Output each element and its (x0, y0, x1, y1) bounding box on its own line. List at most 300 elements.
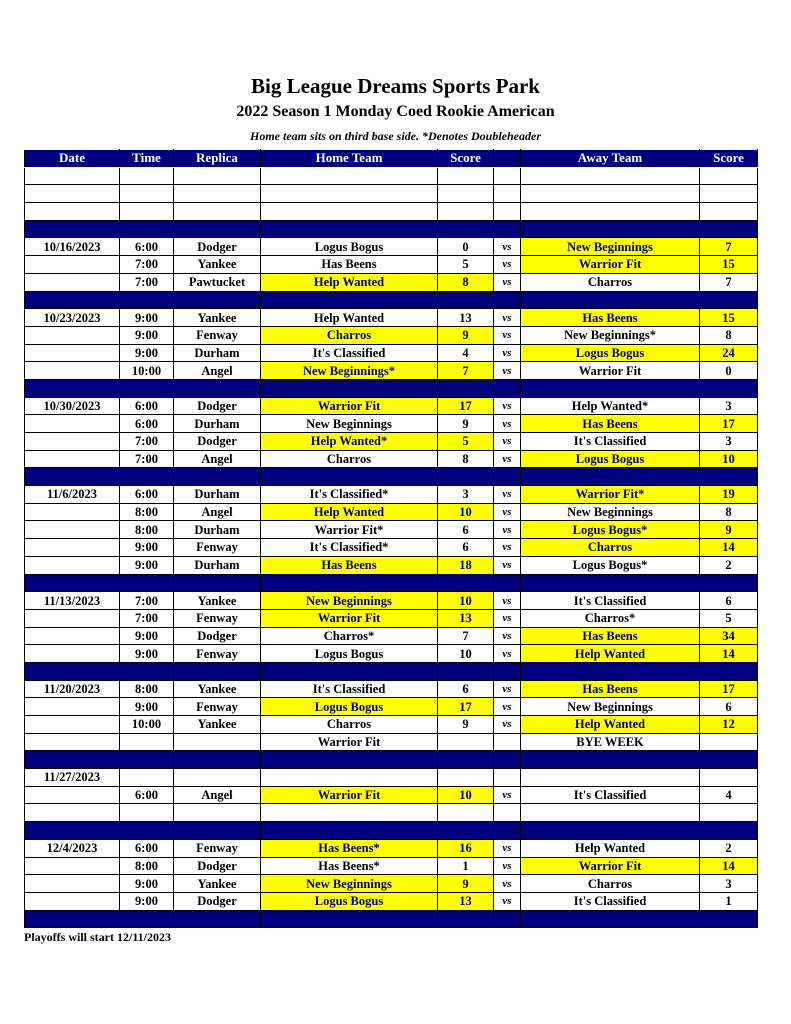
home-team-cell (261, 662, 438, 680)
date-cell (25, 822, 120, 840)
replica-cell: Dodger (174, 433, 261, 451)
header-date: Date (25, 150, 120, 168)
time-cell (120, 804, 174, 822)
home-team-cell: New Beginnings (261, 875, 438, 893)
away-team-cell: Logus Bogus (521, 450, 700, 468)
date-cell (25, 503, 120, 521)
vs-cell: vs (494, 875, 521, 893)
away-score-cell (700, 733, 758, 751)
replica-cell: Durham (174, 486, 261, 504)
time-cell (120, 574, 174, 592)
vs-cell: vs (494, 680, 521, 698)
replica-cell: Durham (174, 521, 261, 539)
home-score-cell: 13 (438, 309, 494, 327)
date-cell (25, 804, 120, 822)
replica-cell: Fenway (174, 326, 261, 344)
home-team-cell: Has Beens (261, 556, 438, 574)
away-score-cell: 7 (700, 238, 758, 256)
away-team-cell: Has Beens (521, 415, 700, 433)
away-score-cell: 14 (700, 857, 758, 875)
date-cell (25, 415, 120, 433)
date-cell (25, 450, 120, 468)
away-team-cell (521, 291, 700, 309)
replica-cell: Yankee (174, 875, 261, 893)
replica-cell (174, 185, 261, 203)
home-team-cell (261, 751, 438, 769)
time-cell: 6:00 (120, 238, 174, 256)
home-team-cell: It's Classified* (261, 486, 438, 504)
away-team-cell (521, 769, 700, 787)
replica-cell: Yankee (174, 680, 261, 698)
date-cell (25, 362, 120, 380)
home-team-cell: It's Classified (261, 680, 438, 698)
game-row (25, 716, 758, 734)
game-row (25, 433, 758, 451)
away-score-cell: 34 (700, 627, 758, 645)
home-team-cell: New Beginnings (261, 592, 438, 610)
home-team-cell (261, 167, 438, 185)
away-score-cell: 7 (700, 273, 758, 291)
away-team-cell: Has Beens (521, 680, 700, 698)
separator-row (25, 662, 758, 680)
game-row (25, 503, 758, 521)
home-team-cell (261, 769, 438, 787)
replica-cell (174, 804, 261, 822)
vs-cell (494, 167, 521, 185)
vs-cell (494, 751, 521, 769)
home-score-cell: 16 (438, 839, 494, 857)
date-cell: 10/30/2023 (25, 397, 120, 415)
date-cell (25, 751, 120, 769)
date-cell (25, 892, 120, 910)
vs-cell: vs (494, 539, 521, 557)
date-cell (25, 645, 120, 663)
time-cell (120, 910, 174, 928)
home-score-cell (438, 379, 494, 397)
game-row (25, 698, 758, 716)
date-cell (25, 167, 120, 185)
date-cell (25, 203, 120, 221)
time-cell (120, 220, 174, 238)
home-score-cell (438, 751, 494, 769)
replica-cell: Angel (174, 786, 261, 804)
date-cell (25, 698, 120, 716)
time-cell (120, 822, 174, 840)
vs-cell: vs (494, 786, 521, 804)
time-cell (120, 379, 174, 397)
vs-cell: vs (494, 362, 521, 380)
home-team-cell: Help Wanted (261, 273, 438, 291)
replica-cell: Dodger (174, 238, 261, 256)
separator-row (25, 379, 758, 397)
vs-cell (494, 379, 521, 397)
time-cell: 9:00 (120, 875, 174, 893)
home-score-cell: 6 (438, 521, 494, 539)
away-team-cell: New Beginnings (521, 698, 700, 716)
home-team-cell: Help Wanted* (261, 433, 438, 451)
game-row (25, 256, 758, 274)
away-score-cell: 3 (700, 875, 758, 893)
home-team-cell (261, 220, 438, 238)
away-score-cell: 14 (700, 539, 758, 557)
home-score-cell (438, 291, 494, 309)
time-cell (120, 468, 174, 486)
time-cell: 10:00 (120, 362, 174, 380)
vs-cell (494, 574, 521, 592)
vs-cell: vs (494, 716, 521, 734)
away-score-cell: 9 (700, 521, 758, 539)
time-cell (120, 733, 174, 751)
home-team-cell: Logus Bogus (261, 892, 438, 910)
game-row (25, 609, 758, 627)
away-team-cell (521, 468, 700, 486)
home-score-cell: 1 (438, 857, 494, 875)
away-team-cell: BYE WEEK (521, 733, 700, 751)
vs-cell (494, 185, 521, 203)
home-score-cell (438, 733, 494, 751)
time-cell: 9:00 (120, 645, 174, 663)
away-team-cell: It's Classified (521, 892, 700, 910)
time-cell: 8:00 (120, 680, 174, 698)
vs-cell: vs (494, 486, 521, 504)
separator-row (25, 468, 758, 486)
date-cell (25, 733, 120, 751)
away-team-cell (521, 185, 700, 203)
replica-cell (174, 662, 261, 680)
replica-cell: Fenway (174, 539, 261, 557)
home-score-cell: 9 (438, 326, 494, 344)
home-team-cell: Warrior Fit (261, 609, 438, 627)
vs-cell: vs (494, 556, 521, 574)
away-team-cell (521, 574, 700, 592)
home-score-cell: 18 (438, 556, 494, 574)
home-score-cell: 10 (438, 503, 494, 521)
game-row (25, 521, 758, 539)
away-team-cell: New Beginnings (521, 238, 700, 256)
away-team-cell (521, 751, 700, 769)
home-score-cell: 5 (438, 433, 494, 451)
replica-cell: Angel (174, 362, 261, 380)
away-score-cell (700, 203, 758, 221)
vs-cell: vs (494, 521, 521, 539)
away-team-cell: Charros (521, 875, 700, 893)
away-team-cell: Help Wanted (521, 645, 700, 663)
date-cell (25, 556, 120, 574)
time-cell: 6:00 (120, 415, 174, 433)
home-team-cell: Help Wanted (261, 503, 438, 521)
home-score-cell (438, 167, 494, 185)
vs-cell (494, 910, 521, 928)
home-team-cell: Help Wanted (261, 309, 438, 327)
away-score-cell: 6 (700, 592, 758, 610)
home-team-cell (261, 574, 438, 592)
home-score-cell (438, 220, 494, 238)
home-score-cell (438, 203, 494, 221)
away-score-cell (700, 167, 758, 185)
game-row (25, 786, 758, 804)
date-cell: 11/6/2023 (25, 486, 120, 504)
away-team-cell: Has Beens (521, 627, 700, 645)
blank-row (25, 203, 758, 221)
header-home-team: Home Team (261, 150, 438, 168)
game-row (25, 309, 758, 327)
separator-row (25, 220, 758, 238)
time-cell: 10:00 (120, 716, 174, 734)
away-score-cell (700, 769, 758, 787)
date-cell: 10/23/2023 (25, 309, 120, 327)
replica-cell: Dodger (174, 397, 261, 415)
home-score-cell: 3 (438, 486, 494, 504)
time-cell: 9:00 (120, 344, 174, 362)
home-score-cell: 9 (438, 716, 494, 734)
vs-cell: vs (494, 503, 521, 521)
home-team-cell: Charros (261, 450, 438, 468)
header-away-score: Score (700, 150, 758, 168)
game-row (25, 627, 758, 645)
vs-cell: vs (494, 397, 521, 415)
home-team-cell (261, 291, 438, 309)
away-team-cell: Warrior Fit (521, 256, 700, 274)
page-title: Big League Dreams Sports Park (251, 74, 540, 98)
replica-cell: Fenway (174, 839, 261, 857)
away-score-cell (700, 751, 758, 769)
date-cell (25, 609, 120, 627)
game-row (25, 592, 758, 610)
home-team-cell: Has Beens* (261, 857, 438, 875)
date-cell: 12/4/2023 (25, 839, 120, 857)
replica-cell: Yankee (174, 592, 261, 610)
home-team-cell: Has Beens (261, 256, 438, 274)
header-replica: Replica (174, 150, 261, 168)
home-team-cell (261, 468, 438, 486)
away-score-cell: 6 (700, 698, 758, 716)
home-score-cell: 10 (438, 592, 494, 610)
date-cell (25, 326, 120, 344)
date-cell (25, 857, 120, 875)
replica-cell (174, 379, 261, 397)
time-cell: 9:00 (120, 627, 174, 645)
away-team-cell (521, 379, 700, 397)
game-row (25, 273, 758, 291)
vs-cell: vs (494, 433, 521, 451)
away-team-cell: Has Beens (521, 309, 700, 327)
vs-cell: vs (494, 238, 521, 256)
vs-cell: vs (494, 273, 521, 291)
replica-cell (174, 220, 261, 238)
game-row (25, 645, 758, 663)
game-row (25, 397, 758, 415)
time-cell: 6:00 (120, 839, 174, 857)
replica-cell: Angel (174, 450, 261, 468)
home-team-cell: It's Classified* (261, 539, 438, 557)
date-cell (25, 344, 120, 362)
away-score-cell: 19 (700, 486, 758, 504)
replica-cell (174, 291, 261, 309)
home-score-cell: 7 (438, 627, 494, 645)
home-team-cell: Charros (261, 716, 438, 734)
home-team-cell (261, 822, 438, 840)
home-score-cell (438, 910, 494, 928)
date-cell (25, 716, 120, 734)
game-row (25, 415, 758, 433)
away-score-cell: 1 (700, 892, 758, 910)
home-score-cell (438, 185, 494, 203)
away-score-cell: 2 (700, 556, 758, 574)
away-team-cell: It's Classified (521, 786, 700, 804)
blank-row (25, 804, 758, 822)
away-score-cell (700, 574, 758, 592)
away-team-cell: Logus Bogus* (521, 556, 700, 574)
vs-cell (494, 203, 521, 221)
time-cell: 9:00 (120, 892, 174, 910)
home-score-cell: 6 (438, 539, 494, 557)
home-score-cell: 10 (438, 786, 494, 804)
away-team-cell: New Beginnings (521, 503, 700, 521)
home-score-cell: 0 (438, 238, 494, 256)
away-team-cell: Logus Bogus* (521, 521, 700, 539)
away-team-cell: Warrior Fit* (521, 486, 700, 504)
game-row (25, 733, 758, 751)
away-score-cell: 5 (700, 609, 758, 627)
away-team-cell (521, 804, 700, 822)
home-score-cell: 4 (438, 344, 494, 362)
time-cell (120, 751, 174, 769)
home-team-cell: Charros* (261, 627, 438, 645)
time-cell: 7:00 (120, 450, 174, 468)
home-team-cell: New Beginnings (261, 415, 438, 433)
replica-cell (174, 468, 261, 486)
date-cell (25, 379, 120, 397)
separator-row (25, 910, 758, 928)
date-cell (25, 433, 120, 451)
blank-row (25, 167, 758, 185)
game-row (25, 238, 758, 256)
away-score-cell: 3 (700, 433, 758, 451)
home-score-cell: 17 (438, 397, 494, 415)
schedule-table (24, 149, 758, 928)
home-score-cell (438, 662, 494, 680)
away-score-cell (700, 291, 758, 309)
away-score-cell: 14 (700, 645, 758, 663)
date-cell (25, 291, 120, 309)
home-score-cell: 13 (438, 892, 494, 910)
home-team-cell: Logus Bogus (261, 645, 438, 663)
date-cell (25, 273, 120, 291)
separator-row (25, 291, 758, 309)
time-cell: 6:00 (120, 786, 174, 804)
away-score-cell (700, 468, 758, 486)
time-cell (120, 167, 174, 185)
away-team-cell: Help Wanted (521, 839, 700, 857)
time-cell: 8:00 (120, 521, 174, 539)
date-cell (25, 662, 120, 680)
header-away-team: Away Team (521, 150, 700, 168)
away-team-cell (521, 203, 700, 221)
away-team-cell: It's Classified (521, 433, 700, 451)
replica-cell: Durham (174, 344, 261, 362)
time-cell: 9:00 (120, 698, 174, 716)
time-cell: 7:00 (120, 256, 174, 274)
vs-cell: vs (494, 627, 521, 645)
away-team-cell: It's Classified (521, 592, 700, 610)
game-row (25, 344, 758, 362)
vs-cell (494, 291, 521, 309)
time-cell: 6:00 (120, 397, 174, 415)
home-score-cell (438, 822, 494, 840)
time-cell (120, 769, 174, 787)
away-score-cell: 2 (700, 839, 758, 857)
date-cell: 11/27/2023 (25, 769, 120, 787)
vs-cell: vs (494, 609, 521, 627)
away-score-cell: 15 (700, 256, 758, 274)
away-score-cell (700, 910, 758, 928)
vs-cell: vs (494, 839, 521, 857)
away-team-cell: Charros* (521, 609, 700, 627)
replica-cell: Yankee (174, 716, 261, 734)
away-team-cell: Logus Bogus (521, 344, 700, 362)
page-subtitle: 2022 Season 1 Monday Coed Rookie American (236, 103, 555, 120)
game-row (25, 839, 758, 857)
date-cell (25, 468, 120, 486)
home-team-cell (261, 203, 438, 221)
away-score-cell (700, 662, 758, 680)
away-team-cell (521, 822, 700, 840)
replica-cell: Pawtucket (174, 273, 261, 291)
game-row (25, 769, 758, 787)
date-cell (25, 539, 120, 557)
time-cell: 8:00 (120, 857, 174, 875)
replica-cell: Durham (174, 556, 261, 574)
away-team-cell: Warrior Fit (521, 857, 700, 875)
time-cell: 9:00 (120, 309, 174, 327)
away-team-cell: New Beginnings* (521, 326, 700, 344)
home-team-cell: Warrior Fit (261, 786, 438, 804)
time-cell (120, 185, 174, 203)
date-cell (25, 521, 120, 539)
date-cell (25, 627, 120, 645)
header-home-score: Score (438, 150, 494, 168)
away-score-cell (700, 185, 758, 203)
away-score-cell: 17 (700, 680, 758, 698)
vs-cell: vs (494, 857, 521, 875)
away-score-cell: 17 (700, 415, 758, 433)
vs-cell: vs (494, 450, 521, 468)
game-row (25, 680, 758, 698)
vs-cell: vs (494, 592, 521, 610)
game-row (25, 539, 758, 557)
away-team-cell (521, 220, 700, 238)
replica-cell: Fenway (174, 645, 261, 663)
vs-cell (494, 662, 521, 680)
home-team-cell: It's Classified (261, 344, 438, 362)
away-score-cell: 4 (700, 786, 758, 804)
vs-cell: vs (494, 415, 521, 433)
home-score-cell: 6 (438, 680, 494, 698)
home-score-cell (438, 769, 494, 787)
replica-cell (174, 751, 261, 769)
home-team-cell (261, 804, 438, 822)
replica-cell: Durham (174, 415, 261, 433)
vs-cell (494, 220, 521, 238)
game-row (25, 857, 758, 875)
home-score-cell: 9 (438, 875, 494, 893)
date-cell (25, 910, 120, 928)
time-cell: 9:00 (120, 556, 174, 574)
schedule-note: Home team sits on third base side. *Denotes Doubleheader (250, 129, 541, 143)
home-score-cell: 17 (438, 698, 494, 716)
away-team-cell (521, 910, 700, 928)
replica-cell (174, 733, 261, 751)
